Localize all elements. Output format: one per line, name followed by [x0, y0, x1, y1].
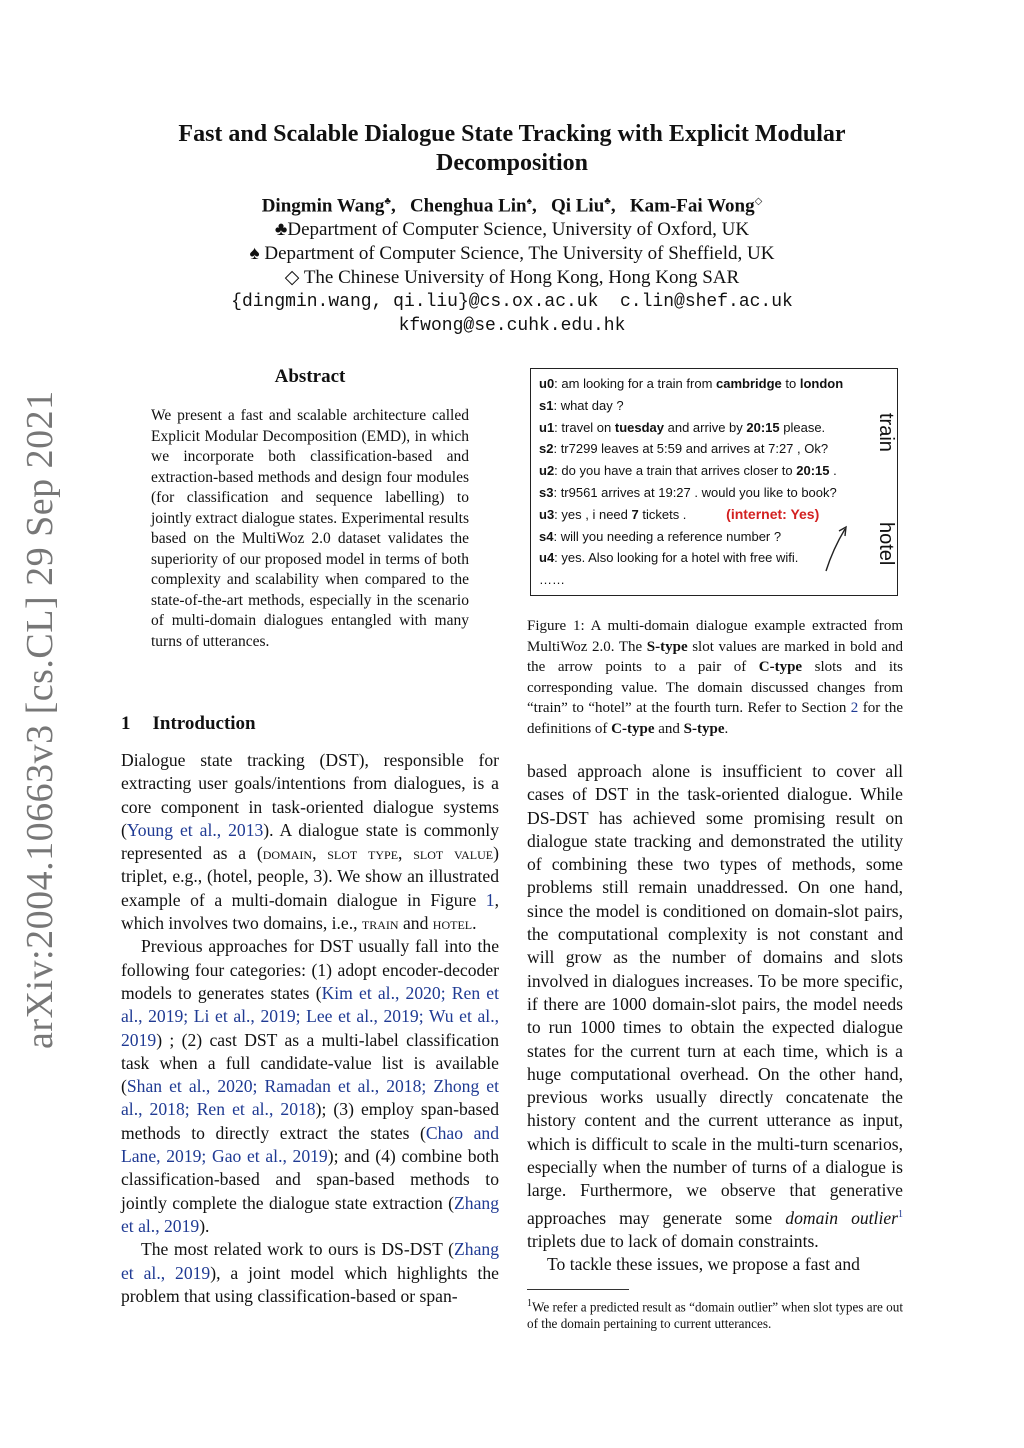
section-number: 1 [121, 713, 131, 734]
dialogue-line: u2: do you have a train that arrives closer to 20:15 . [539, 463, 837, 479]
paragraph: Previous approaches for DST usually fall into the following four categories: (1) adopt encoder-decoder models to generates states (Kim et al., 2020; Ren et al., 2019; Li et al., 2019; Lee et al., 2019; Wu et al., 2019) ; (2) cast DST as a multi-label classification task when a full candidate-value list is available (Shan et al., 2020; Ramadan et al., 2018; Zhong et al., 2018; Ren et al., 2018); (3) employ span-based methods to directly extract the states (Chao and Lane, 2019; Gao et al., 2019); and (4) combine both classification-based and span-based methods to jointly complete the dialogue state extraction (Zhang et al., 2019). [121, 936, 499, 1236]
right-column-body [527, 760, 903, 1276]
abstract-text: We present a fast and scalable architecture called Explicit Modular Decomposition (EMD), in which we incorporate both classification-based and extraction-based methods and design four modules (for classification and sequence labelling) to jointly extract dialogue states. Experimental results based on the MultiWoz 2.0 dataset validates the superiority of our proposed model in terms of both complexity and scalability when compared to the state-of-the-art methods, especially in the scenario of multi-domain dialogues entangled with many turns of utterances. [151, 407, 469, 650]
dialogue-line: u4: yes. Also looking for a hotel with free wifi. [539, 550, 799, 566]
citation-link[interactable]: Young et al., 2013 [126, 819, 264, 840]
author-name: Dingmin Wang [261, 195, 385, 217]
author-block [150, 190, 874, 338]
dialogue-line: s1: what day ? [539, 397, 624, 413]
paragraph: Dialogue state tracking (DST), responsible for extracting user goals/intentions from dialogues, is a core component in task-oriented dialogue systems (Young et al., 2013). A dialogue state is commonly represented as a (domain, slot type, slot value) triplet, e.g., (hotel, people, 3). We show an illustrated example of a multi-domain dialogue in Figure 1, which involves two domains, i.e., train and hotel. [121, 750, 499, 934]
citation-link[interactable]: Zhang et al., 2019 [121, 1239, 499, 1283]
author-names: Dingmin Wang♣, Chenghua Lin♠, Qi Liu♣, Kam-Fai Wong◇ [261, 195, 763, 217]
author-name: Chenghua Lin [409, 195, 527, 217]
dialogue-ellipsis: …… [539, 572, 565, 588]
affiliation-mark: ◇ [754, 196, 763, 207]
footnote-divider [527, 1289, 629, 1290]
section-heading [121, 713, 256, 735]
email-line[interactable]: kfwong@se.cuhk.edu.hk [398, 316, 626, 337]
affiliation: ◇ The Chinese University of Hong Kong, Hong Kong SAR [284, 267, 740, 289]
arrow-icon [781, 519, 861, 579]
dialogue-line: s4: will you needing a reference number ? [539, 528, 782, 544]
intro-body [121, 749, 499, 1308]
paper-title: Fast and Scalable Dialogue State Tracking with Explicit Modular Decomposition [178, 121, 846, 176]
domain-label-train: train [875, 413, 897, 452]
author-name: Qi Liu [550, 195, 605, 217]
email-line[interactable]: {dingmin.wang, qi.liu}@cs.ox.ac.uk c.lin@shef.ac.uk [231, 292, 793, 313]
section-title: Introduction [152, 713, 256, 734]
citation-link[interactable]: Zhang et al., 2019 [121, 1192, 499, 1236]
citation-link[interactable]: Kim et al., 2020; Ren et al., 2019; Li et al., 2019; Lee et al., 2019; Wu et al., 2019 [121, 982, 499, 1050]
footnote: $^1$We refer a predicted result as “domain outlier” when slot types are out of the domain pertaining to current utterances. [527, 1298, 903, 1332]
affiliation: ♣Department of Computer Science, University of Oxford, UK [274, 219, 750, 241]
dialogue-line: u3: yes , i need 7 tickets . (internet: Yes) [539, 505, 820, 522]
domain-label-hotel: hotel [875, 522, 897, 566]
dialogue-line: s2: tr7299 leaves at 5:59 and arrives at 7:27 , Ok? [539, 441, 829, 457]
abstract-heading: Abstract [274, 366, 346, 387]
affiliation-mark: ♣ [384, 196, 391, 207]
affiliation: ♠ Department of Computer Science, The University of Sheffield, UK [249, 243, 775, 265]
footnote-marker[interactable]: 1 [898, 1208, 903, 1220]
dialogue-line: s3: tr9561 arrives at 19:27 . would you like to book? [539, 484, 837, 500]
dialogue-line: u0: am looking for a train from cambridge to london [539, 376, 844, 391]
affiliation-mark: ♠ [526, 196, 532, 207]
paragraph: based approach alone is insufficient to cover all cases of DST in the task-oriented dialogue. While DS-DST has achieved some promising result on dialogue state tracking and demonstrated the utility of combining these two types of methods, some problems still remain unaddressed. On one hand, since the model is conditioned on domain-slot pairs, the computational complexity is not constant and will grow as the number of domains and slots involved in dialogues increases. To be more specific, if there are 1000 domain-slot pairs, the model needs to run 1000 times to obtain the expected dialogue states for the current turn at each time, which is a huge computational overhead. On the other hand, previous works usually directly concatenate the history content and the current utterance as input, which is difficult to scale in the multi-turn scenarios, especially when the number of turns of a dialogue is large. Furthermore, we observe that generative approaches may generate some domain outlier$^1$ triplets due to lack of domain constraints. [527, 761, 903, 1251]
arxiv-stamp: arXiv:2004.10663v3 [cs.CL] 29 Sep 2021 [19, 390, 61, 1049]
dialogue-line: u1: travel on tuesday and arrive by 20:15 please. [539, 419, 826, 435]
paragraph: The most related work to ours is DS-DST (Zhang et al., 2019), a joint model which highlights the problem that using classification-based or span- [121, 1239, 499, 1306]
paragraph: To tackle these issues, we propose a fast and [547, 1254, 860, 1275]
author-name: Kam-Fai Wong [629, 195, 755, 217]
affiliation-mark: ♣ [604, 196, 611, 207]
figure-caption: Figure 1: A multi-domain dialogue example extracted from MultiWoz 2.0. The S-type slot values are marked in bold and the arrow points to a pair of C-type slots and its corresponding value. The domain discussed changes from “train” to “hotel” at the fourth turn. Refer to Section 2 for the definitions of C-type and S-type. [527, 618, 903, 737]
figure-link[interactable]: 1 [485, 889, 495, 910]
citation-link[interactable]: Chao and Lane, 2019; Gao et al., 2019 [121, 1122, 499, 1167]
citation-link[interactable]: Shan et al., 2020; Ramadan et al., 2018; Zhong et al., 2018; Ren et al., 2018 [121, 1076, 499, 1120]
internet-slot-label: (internet: Yes) [726, 505, 820, 522]
section-link[interactable]: 2 [850, 700, 859, 716]
figure-1-dialogue-box [530, 368, 898, 596]
